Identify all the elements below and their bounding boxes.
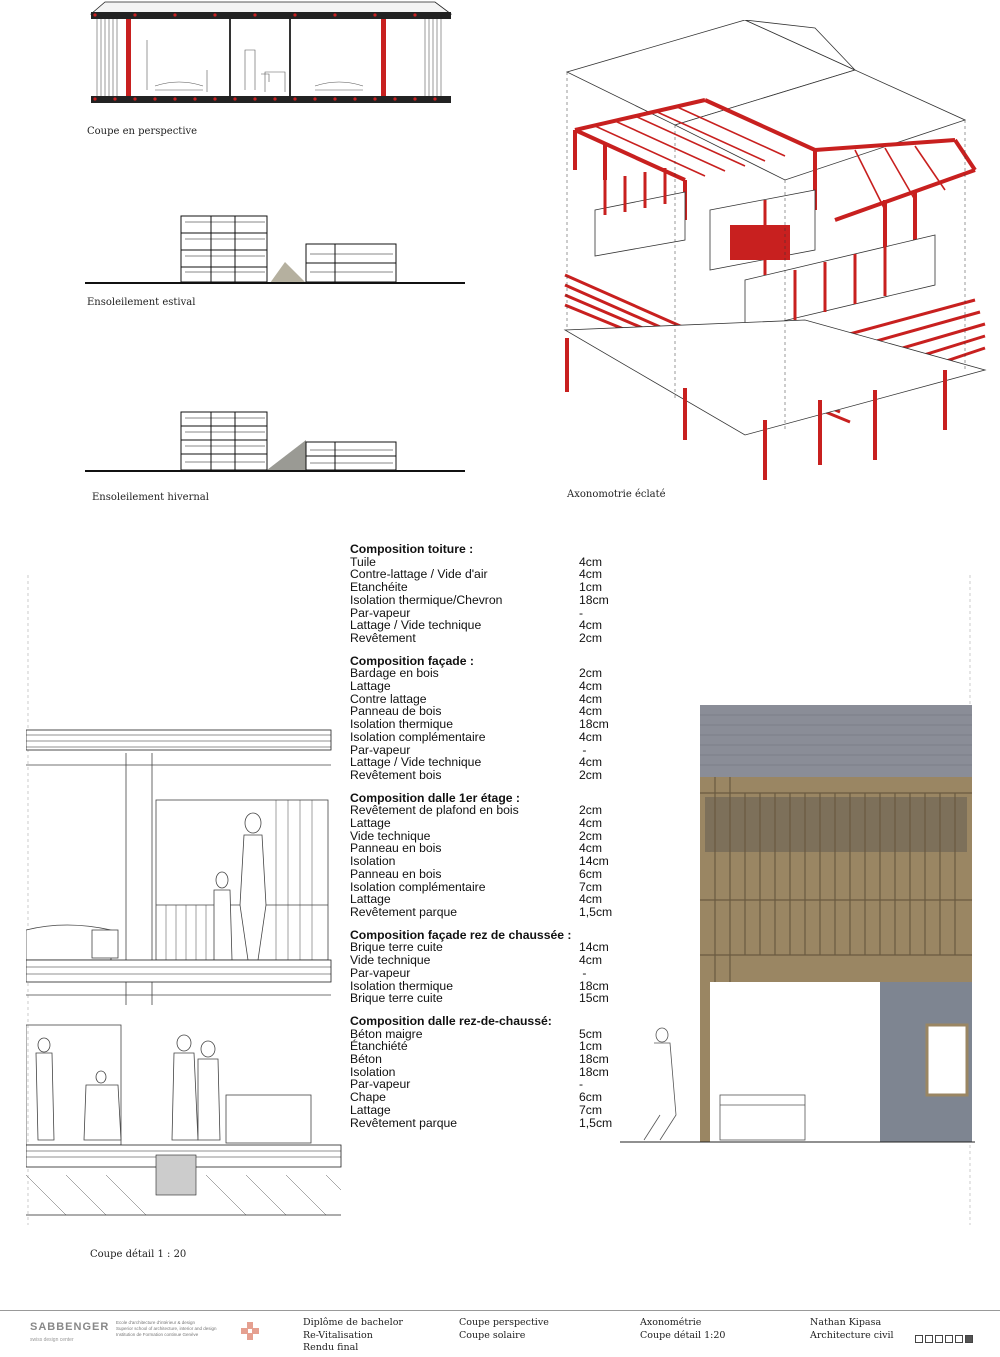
composition-row — [350, 1053, 620, 1066]
page-square — [925, 1335, 933, 1343]
ensoleilement-hivernal-drawing — [85, 408, 465, 486]
deliverable-name: Rendu final — [303, 1342, 359, 1353]
layer-name: Isolation complémentaire — [350, 729, 486, 744]
layer-name: Tuile — [350, 554, 376, 569]
composition-row — [350, 868, 620, 881]
author-discipline: Architecture civil — [810, 1329, 894, 1341]
layer-thickness: 2cm — [579, 767, 603, 782]
author-name: Nathan Kipasa — [810, 1317, 882, 1328]
composition-row — [350, 680, 620, 693]
layer-thickness: 4cm — [579, 953, 603, 968]
composition-row — [350, 632, 620, 645]
layer-name: Contre lattage — [350, 691, 427, 706]
layer-thickness: 18cm — [579, 1052, 609, 1067]
composition-group — [350, 1015, 620, 1129]
layer-name: Revêtement bois — [350, 767, 442, 782]
composition-group — [350, 543, 620, 645]
school-logo — [30, 1319, 260, 1349]
layer-thickness: 4cm — [579, 892, 603, 907]
page-square — [965, 1335, 973, 1343]
project-info — [303, 1317, 403, 1355]
composition-group — [350, 655, 620, 782]
page-square — [945, 1335, 953, 1343]
layer-thickness: 4cm — [579, 816, 603, 831]
sheet-item: Axonométrie — [640, 1317, 702, 1328]
layer-thickness: 15cm — [579, 991, 609, 1006]
composition-row — [350, 906, 620, 919]
composition-group — [350, 929, 620, 1005]
layer-name: Panneau en bois — [350, 841, 442, 856]
layer-name: Béton maigre — [350, 1026, 423, 1041]
caption-ensoleilement-hivernal: Ensoleilement hivernal — [92, 492, 209, 503]
sheet-item: Coupe détail 1:20 — [640, 1329, 726, 1341]
layer-name: Isolation complémentaire — [350, 879, 486, 894]
layer-thickness: 5cm — [579, 1026, 603, 1041]
layer-name: Isolation thermique — [350, 717, 453, 732]
layer-name: Panneau en bois — [350, 866, 442, 881]
school-line: Institution de Formation continue Genève — [116, 1332, 199, 1337]
ensoleilement-estival-drawing — [85, 212, 465, 290]
composition-row — [350, 855, 620, 868]
composition-row — [350, 954, 620, 967]
composition-list — [350, 543, 620, 1139]
layer-thickness: 6cm — [579, 866, 603, 881]
layer-name: Lattage / Vide technique — [350, 755, 482, 770]
layer-thickness: - — [579, 742, 587, 757]
page-square — [955, 1335, 963, 1343]
layer-name: Lattage / Vide technique — [350, 618, 482, 633]
layer-thickness: 7cm — [579, 1102, 603, 1117]
layer-name: Vide technique — [350, 828, 431, 843]
layer-name: Revêtement parque — [350, 904, 458, 919]
page-square — [915, 1335, 923, 1343]
composition-row — [350, 594, 620, 607]
layer-thickness: 2cm — [579, 828, 603, 843]
layer-thickness: 1cm — [579, 580, 603, 595]
layer-name: Lattage — [350, 892, 391, 907]
layer-name: Lattage — [350, 679, 391, 694]
caption-coupe-perspective: Coupe en perspective — [87, 126, 198, 137]
author-info — [810, 1317, 894, 1342]
layer-thickness: 6cm — [579, 1090, 603, 1105]
layer-name: Par-vapeur — [350, 605, 411, 620]
layer-name: Par-vapeur — [350, 965, 411, 980]
diplome-line: Diplôme de bachelor — [303, 1317, 403, 1328]
layer-thickness: 1cm — [579, 1039, 603, 1054]
composition-row — [350, 1117, 620, 1130]
cross-emblem-icon — [240, 1321, 260, 1341]
composition-row — [350, 967, 620, 980]
layer-thickness: - — [579, 965, 587, 980]
composition-title: Composition dalle rez-de-chaussé: — [350, 1013, 552, 1028]
logo-subtitle: swiss design center — [30, 1337, 74, 1343]
coupe-perspective-drawing — [85, 0, 465, 112]
sheet-content-1 — [459, 1317, 549, 1342]
layer-thickness: 14cm — [579, 854, 609, 869]
layer-name: Bardage en bois — [350, 666, 439, 681]
title-block — [0, 1310, 1000, 1357]
layer-thickness: 4cm — [579, 841, 603, 856]
layer-thickness: 1,5cm — [579, 904, 613, 919]
caption-ensoleilement-estival: Ensoleilement estival — [87, 297, 196, 308]
composition-title: Composition dalle 1er étage : — [350, 790, 520, 805]
layer-name: Vide technique — [350, 953, 431, 968]
layer-name: Isolation thermique — [350, 978, 453, 993]
layer-name: Isolation thermique/Chevron — [350, 592, 503, 607]
layer-name: Lattage — [350, 816, 391, 831]
layer-name: Étanchiété — [350, 1039, 408, 1054]
layer-name: Panneau de bois — [350, 704, 442, 719]
layer-name: Revêtement de plafond en bois — [350, 803, 519, 818]
layer-thickness: 18cm — [579, 978, 609, 993]
composition-row — [350, 581, 620, 594]
composition-row — [350, 1104, 620, 1117]
layer-name: Brique terre cuite — [350, 940, 443, 955]
caption-axonometrie: Axonomotrie éclaté — [567, 489, 666, 500]
layer-thickness: 1,5cm — [579, 1115, 613, 1130]
composition-row — [350, 731, 620, 744]
layer-thickness: 4cm — [579, 691, 603, 706]
layer-thickness: 4cm — [579, 729, 603, 744]
layer-thickness: 4cm — [579, 755, 603, 770]
layer-name: Isolation — [350, 1064, 396, 1079]
layer-name: Contre-lattage / Vide d'air — [350, 567, 488, 582]
layer-name: Par-vapeur — [350, 742, 411, 757]
layer-thickness: 4cm — [579, 618, 603, 633]
caption-coupe-detail: Coupe détail 1 : 20 — [90, 1249, 187, 1260]
composition-row — [350, 1091, 620, 1104]
page-indicator — [915, 1335, 973, 1343]
layer-thickness: 18cm — [579, 592, 609, 607]
layer-thickness: - — [579, 605, 584, 620]
layer-thickness: 18cm — [579, 717, 609, 732]
composition-title: Composition façade : — [350, 653, 474, 668]
composition-row — [350, 817, 620, 830]
layer-thickness: 18cm — [579, 1064, 609, 1079]
layer-thickness: 4cm — [579, 554, 603, 569]
layer-name: Lattage — [350, 1102, 391, 1117]
layer-name: Brique terre cuite — [350, 991, 443, 1006]
layer-thickness: 2cm — [579, 803, 603, 818]
layer-thickness: 4cm — [579, 679, 603, 694]
coupe-detail-drawing — [26, 575, 346, 1225]
layer-thickness: 2cm — [579, 630, 603, 645]
layer-thickness: 4cm — [579, 567, 603, 582]
layer-thickness: 2cm — [579, 666, 603, 681]
composition-title: Composition toiture : — [350, 542, 474, 556]
layer-name: Chape — [350, 1090, 386, 1105]
sheet-item: Coupe perspective — [459, 1317, 549, 1328]
layer-name: Revêtement parque — [350, 1115, 458, 1130]
layer-thickness: 4cm — [579, 704, 603, 719]
facade-elevation-drawing — [620, 575, 980, 1225]
school-line: Ecole d'architecture d'intérieur & design — [116, 1320, 196, 1325]
composition-title: Composition façade rez de chaussée : — [350, 927, 572, 942]
composition-group — [350, 792, 620, 919]
composition-row — [350, 769, 620, 782]
axonometrie-eclate-drawing — [555, 20, 995, 485]
layer-thickness: 14cm — [579, 940, 609, 955]
sheet-item: Coupe solaire — [459, 1329, 526, 1341]
layer-thickness: - — [579, 1077, 584, 1092]
layer-name: Revêtement — [350, 630, 416, 645]
layer-name: Par-vapeur — [350, 1077, 411, 1092]
project-name: Re-Vitalisation — [303, 1329, 373, 1341]
layer-name: Isolation — [350, 854, 396, 869]
school-line: Superior school of architecture, interior and design — [116, 1326, 217, 1331]
layer-name: Etanchéite — [350, 580, 408, 595]
logo-text: SABBENGER — [30, 1321, 110, 1333]
layer-thickness: 7cm — [579, 879, 603, 894]
composition-row — [350, 992, 620, 1005]
sheet-content-2 — [640, 1317, 725, 1342]
composition-row — [350, 718, 620, 731]
layer-name: Béton — [350, 1052, 382, 1067]
page-square — [935, 1335, 943, 1343]
